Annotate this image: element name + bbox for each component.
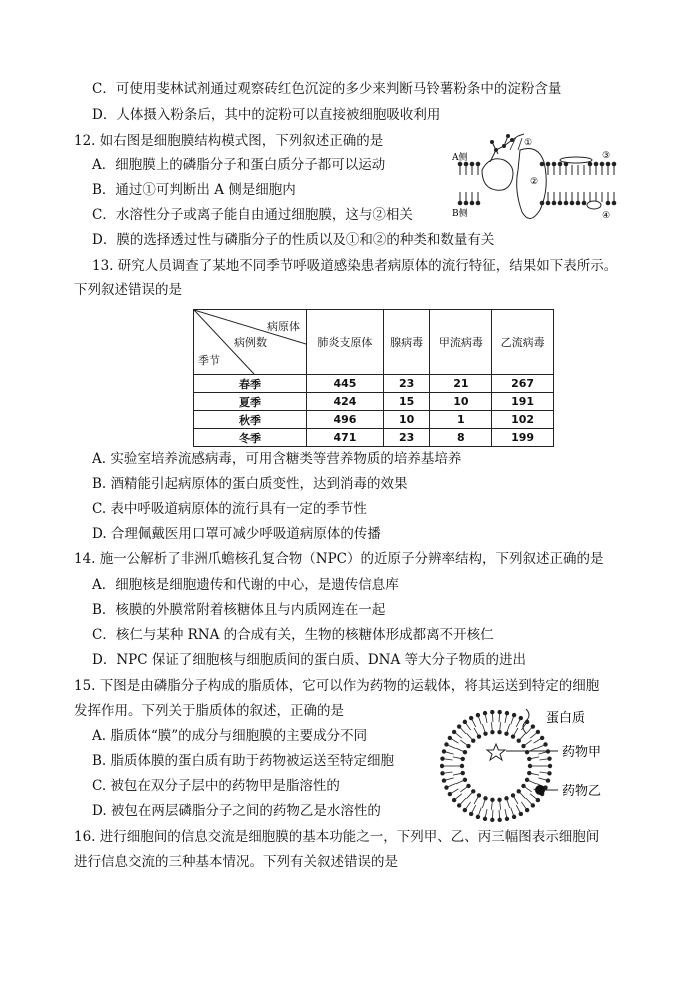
col-header: 肺炎支原体 — [307, 310, 384, 375]
value-cell: 471 — [307, 429, 384, 447]
q12-option-b: B．通过①可判断出 A 侧是细胞内 — [92, 182, 296, 198]
q14-option-a: A．细胞核是细胞遗传和代谢的中心，是遗传信息库 — [92, 577, 399, 593]
q13-option-b: B. 酒精能引起病原体的蛋白质变性，达到消毒的效果 — [92, 476, 408, 492]
value-cell: 445 — [307, 375, 384, 393]
table-row — [194, 411, 554, 429]
cell-membrane-diagram — [452, 130, 622, 230]
q14-option-c: C．核仁与某种 RNA 的合成有关，生物的核糖体形成都离不开核仁 — [92, 627, 494, 643]
value-cell: 15 — [383, 393, 430, 411]
membrane-protein-left — [482, 159, 513, 191]
corner-cases-label: 病例数 — [234, 336, 267, 349]
q16-stem-line1: 16. 进行细胞间的信息交流是细胞膜的基本功能之一，下列甲、乙、丙三幅图表示细胞间 — [74, 829, 600, 845]
table-corner-header — [194, 310, 307, 375]
marker-1: ① — [524, 138, 533, 148]
col-header: 甲流病毒 — [430, 310, 492, 375]
q14-stem: 14. 施一公解析了非洲爪蟾核孔复合物（NPC）的近原子分辨率结构，下列叙述正确的是 — [74, 551, 604, 567]
q15-option-c: C. 被包在双分子层中的药物甲是脂溶性的 — [92, 778, 340, 794]
q16-stem-line2: 进行信息交流的三种基本情况。下列有关叙述错误的是 — [74, 854, 398, 870]
marker-3: ③ — [602, 151, 611, 161]
q12-option-c: C．水溶性分子或离子能自由通过细胞膜，这与②相关 — [92, 207, 413, 223]
col-header: 乙流病毒 — [492, 310, 554, 375]
q12-option-a: A．细胞膜上的磷脂分子和蛋白质分子都可以运动 — [92, 157, 386, 173]
q11-option-d: D．人体摄入粉条后，其中的淀粉可以直接被细胞吸收利用 — [92, 107, 441, 123]
value-cell: 23 — [383, 375, 430, 393]
corner-pathogen-label: 病原体 — [267, 320, 300, 333]
table-row — [194, 393, 554, 411]
drug-b-label: 药物乙 — [562, 784, 602, 799]
q14-option-b: B．核膜的外膜常附着核糖体且与内质网连在一起 — [92, 602, 386, 618]
value-cell: 1 — [430, 411, 492, 429]
value-cell: 102 — [492, 411, 554, 429]
q13-option-a: A. 实验室培养流感病毒，可用含糖类等营养物质的培养基培养 — [92, 451, 462, 467]
value-cell: 8 — [430, 429, 492, 447]
pathogen-table — [193, 309, 554, 447]
liposome-diagram — [440, 704, 640, 822]
q13-stem-line1: 13. 研究人员调查了某地不同季节呼吸道感染患者病原体的流行特征，结果如下表所示。 — [92, 258, 618, 274]
value-cell: 23 — [383, 429, 430, 447]
q11-option-c: C．可使用斐林试剂通过观察砖红色沉淀的多少来判断马铃薯粉条中的淀粉含量 — [92, 81, 562, 97]
protein-label: 蛋白质 — [546, 711, 586, 726]
drug-b-dot — [535, 785, 545, 795]
membrane-side-a-label: A侧 — [452, 153, 468, 163]
q12-option-d: D．膜的选择透过性与磷脂分子的性质以及①和②的种类和数量有关 — [92, 232, 495, 248]
table-row — [194, 429, 554, 447]
q13-option-d: D. 合理佩戴医用口罩可减少呼吸道病原体的传播 — [92, 526, 381, 542]
liposome-inner-layer — [452, 722, 540, 810]
value-cell: 496 — [307, 411, 384, 429]
q15-stem-line1: 15. 下图是由磷脂分子构成的脂质体，它可以作为药物的运载体，将其运送到特定的细胞 — [74, 678, 600, 694]
q15-option-a: A. 脂质体“膜”的成分与细胞膜的主要成分不同 — [92, 728, 368, 744]
season-cell: 冬季 — [194, 429, 307, 447]
value-cell: 10 — [383, 411, 430, 429]
value-cell: 191 — [492, 393, 554, 411]
table-row — [194, 375, 554, 393]
drug-a-label: 药物甲 — [562, 745, 602, 760]
marker-4: ④ — [602, 211, 611, 221]
q13-option-c: C. 表中呼吸道病原体的流行具有一定的季节性 — [92, 501, 367, 517]
value-cell: 21 — [430, 375, 492, 393]
membrane-side-b-label: B侧 — [452, 209, 468, 219]
season-cell: 秋季 — [194, 411, 307, 429]
season-cell: 春季 — [194, 375, 307, 393]
q15-option-d: D. 被包在两层磷脂分子之间的药物乙是水溶性的 — [92, 803, 381, 819]
q12-stem: 12. 如右图是细胞膜结构模式图，下列叙述正确的是 — [74, 133, 384, 149]
q14-option-d: D．NPC 保证了细胞核与细胞质间的蛋白质、DNA 等大分子物质的进出 — [92, 652, 527, 668]
value-cell: 424 — [307, 393, 384, 411]
marker-2: ② — [530, 177, 539, 187]
corner-season-label: 季节 — [198, 354, 220, 367]
season-cell: 夏季 — [194, 393, 307, 411]
col-header: 腺病毒 — [383, 310, 430, 375]
value-cell: 10 — [430, 393, 492, 411]
q13-stem-line2: 下列叙述错误的是 — [74, 282, 182, 298]
q15-option-b: B. 脂质体膜的蛋白质有助于药物被运送至特定细胞 — [92, 753, 395, 769]
drug-a-star — [487, 744, 505, 760]
value-cell: 199 — [492, 429, 554, 447]
value-cell: 267 — [492, 375, 554, 393]
q15-stem-line2: 发挥作用。下列关于脂质体的叙述，正确的是 — [74, 703, 344, 719]
